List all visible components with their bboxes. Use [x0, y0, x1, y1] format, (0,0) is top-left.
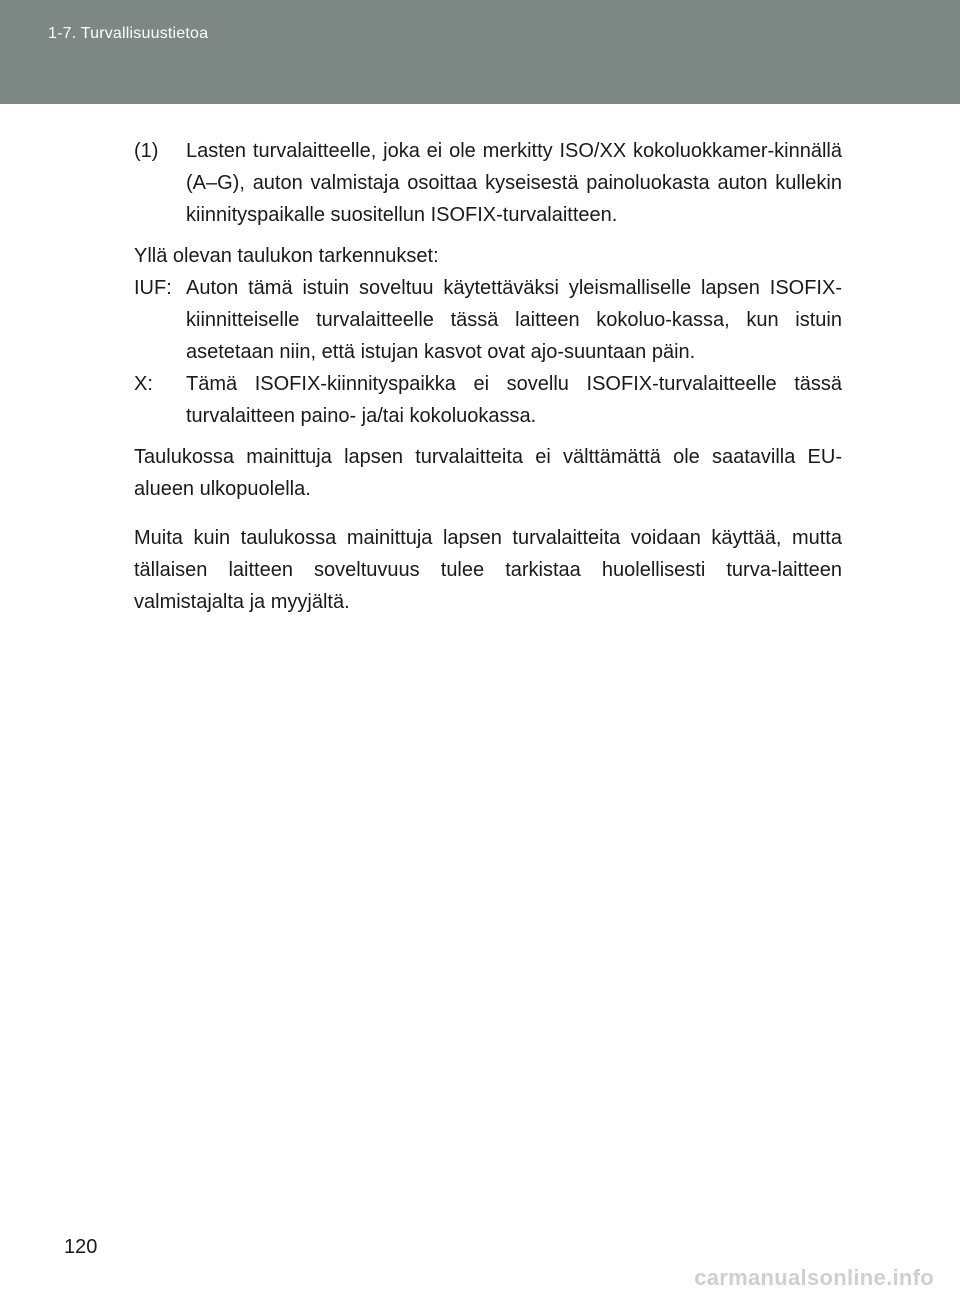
definition-x-label: X: — [134, 373, 153, 395]
note-1-label: (1) — [134, 140, 159, 162]
definition-x — [134, 368, 842, 432]
header-band — [0, 0, 960, 104]
page-number: 120 — [64, 1236, 98, 1258]
definition-x-text: Tämä ISOFIX-kiinnityspaikka ei sovellu ISOFIX-turvalaitteelle tässä turvalaitteen paino- ja/tai kokoluokassa. — [186, 373, 842, 427]
section-title: 1-7. Turvallisuustietoa — [48, 25, 209, 42]
paragraph-other-restraints: Muita kuin taulukossa mainittuja lapsen turvalaitteita voidaan käyttää, mutta tällaisen laitteen soveltuvuus tulee tarkistaa huolellisesti turva-laitteen valmistajalta ja myyjältä. — [134, 527, 842, 613]
clarifications-intro: Yllä olevan taulukon tarkennukset: — [134, 245, 439, 267]
paragraph-availability: Taulukossa mainittuja lapsen turvalaitteita ei välttämättä ole saatavilla EU-alueen ulkopuolella. — [134, 446, 842, 500]
watermark: carmanualsonline.info — [694, 1265, 934, 1290]
definition-iuf-text: Auton tämä istuin soveltuu käytettäväksi yleismalliselle lapsen ISOFIX-kiinnitteiselle turvalaitteelle tässä laitteen kokoluo-kassa, kun istuin asetetaan niin, että istujan kasvot ovat ajo-suuntaan päin. — [186, 277, 842, 363]
page-content — [134, 135, 842, 618]
note-1 — [134, 135, 842, 231]
definition-iuf — [134, 272, 842, 368]
note-1-text: Lasten turvalaitteelle, joka ei ole merkitty ISO/XX kokoluokkamer-kinnällä (A–G), auton valmistaja osoittaa kyseisestä painoluokasta auton kullekin kiinnityspaikalle suositellun ISOFIX-turvalaitteen. — [186, 140, 842, 226]
definition-iuf-label: IUF: — [134, 277, 172, 299]
